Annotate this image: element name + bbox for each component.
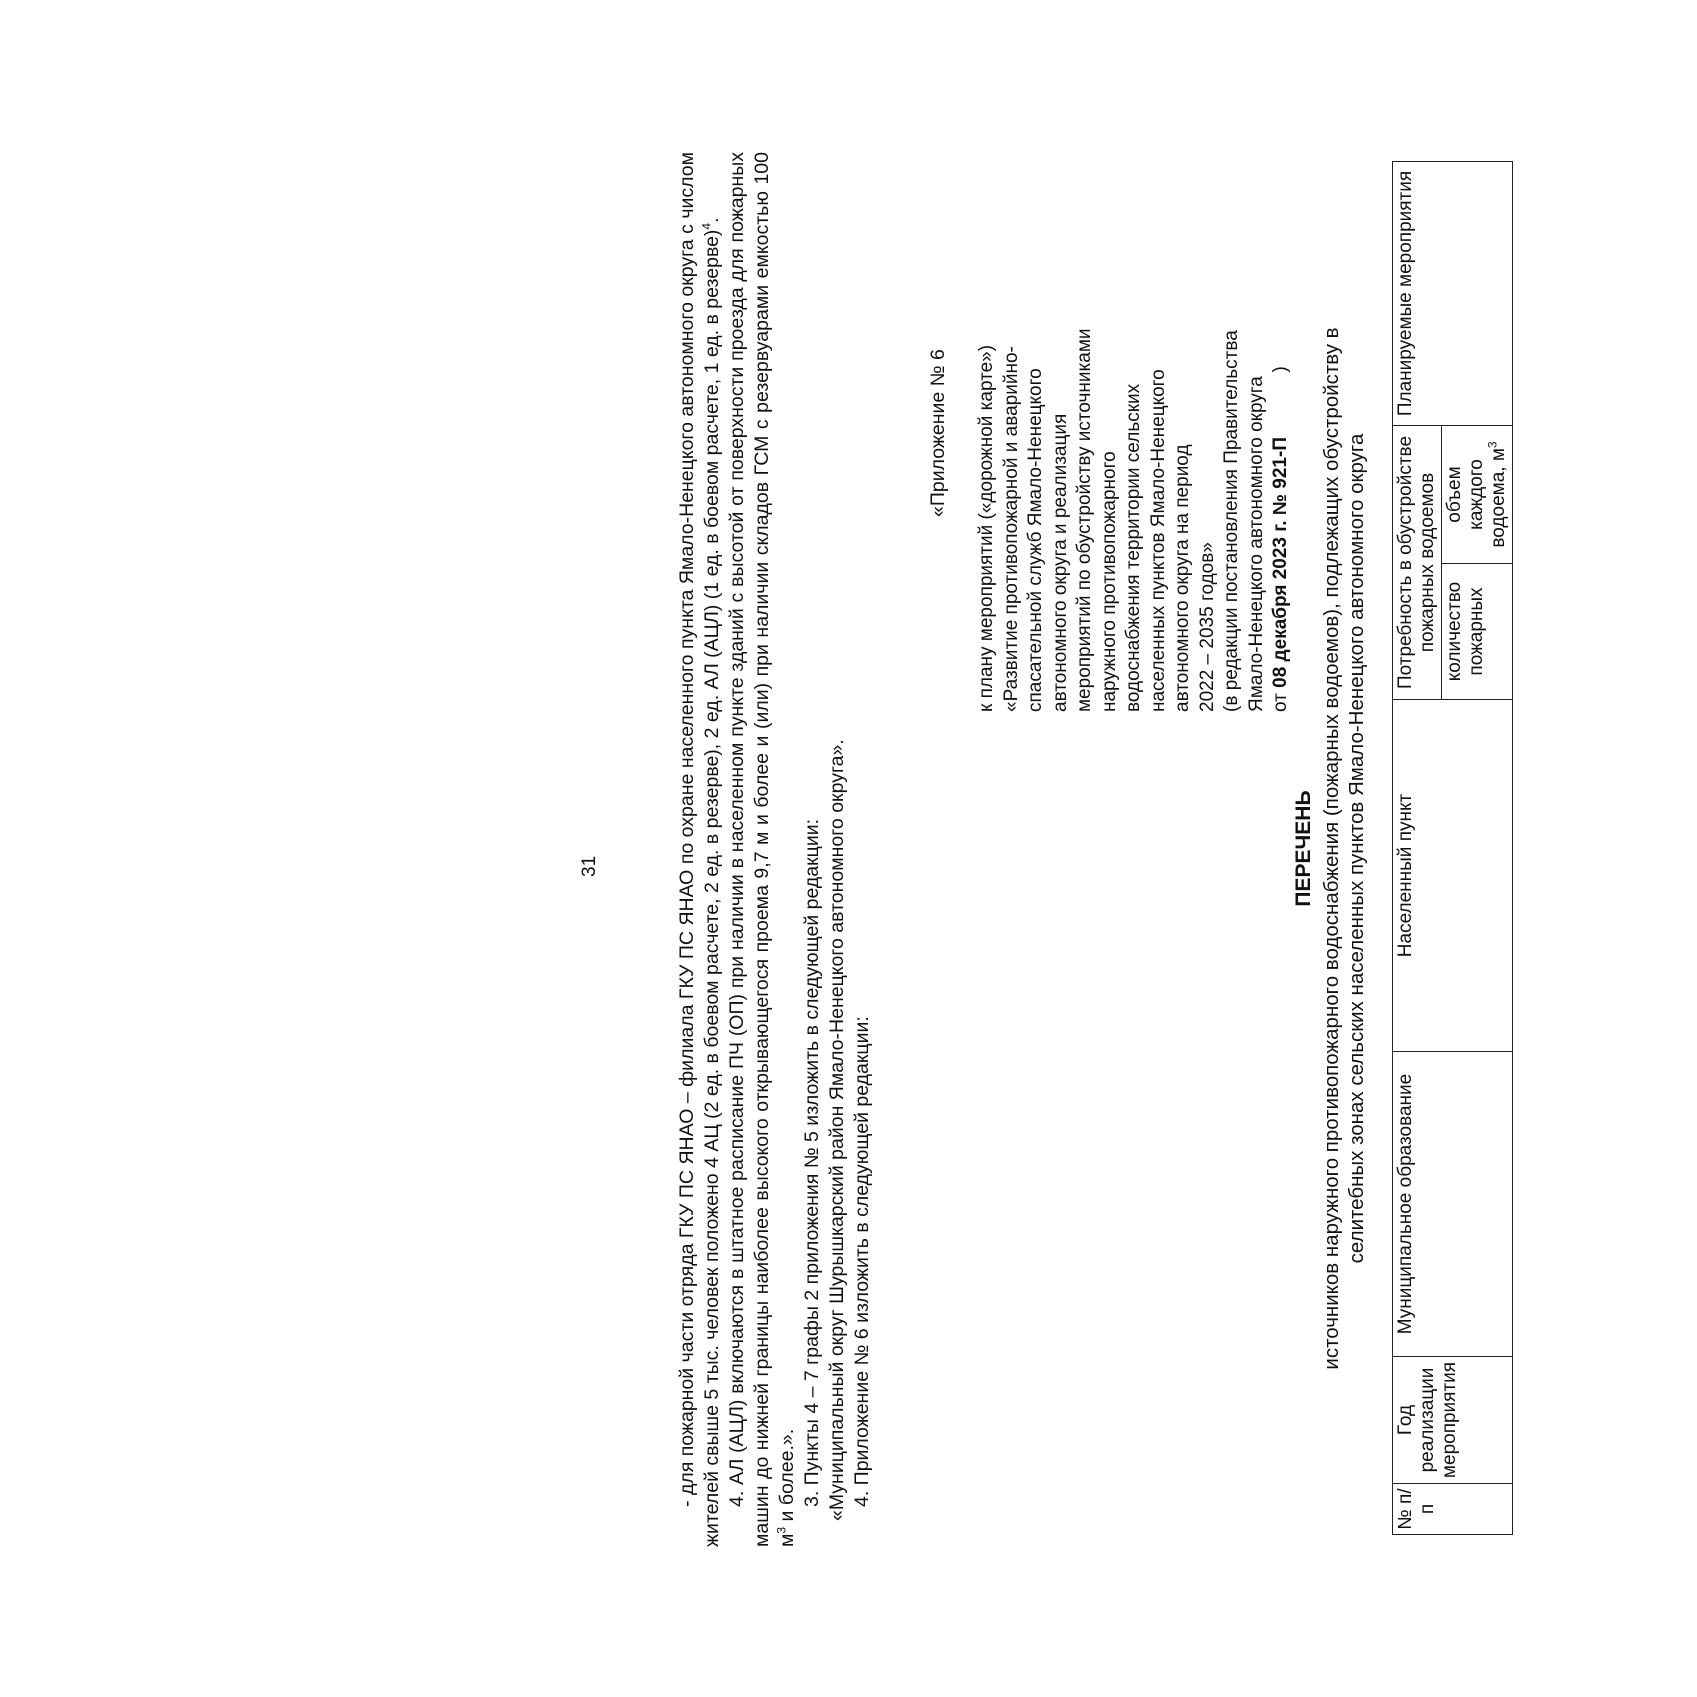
header-municipality: Муниципальное образование: [1393, 1052, 1513, 1357]
plan-line: автономного округа и реализация: [1049, 413, 1071, 712]
paragraph-ladder-text: 4. АЛ (АЦЛ) включаются в штатное расписание ПЧ (ОП) при наличии в населенном пункте зданий с высотой от поверхности проезда для пожарных машин до нижней границы наиболее высокого открывающегося проема 9,7 м и более и (или) при наличии складов ГСМ с резервуарами емкостью 100 м: [726, 152, 798, 1547]
header-need-volume: [1442, 426, 1513, 564]
header-planned: Планируемые мероприятия: [1393, 162, 1513, 426]
plan-reference-block: [975, 312, 1294, 712]
header-num: № п/п: [1393, 1484, 1513, 1535]
list-subtitle-line: селитебных зонах сельских населенных пунктов Ямало-Ненецкого автономного округа: [1345, 433, 1368, 1264]
paragraph-item-4: 4. Приложение № 6 изложить в следующей редакции:: [851, 1016, 873, 1507]
plan-line: наружного противопожарного: [1098, 451, 1120, 712]
plan-line: автономного округа на период: [1172, 444, 1193, 712]
plan-line: спасательной служб Ямало-Ненецкого: [1025, 368, 1046, 712]
header-need: Потребность в обустройстве пожарных водоемов: [1393, 426, 1442, 700]
paragraph-fire-unit: - для пожарной части отряда ГКУ ПС ЯНАО – филиала ГКУ ПС ЯНАО по охране населенного пункта Ямало-Ненецкого автономного округа с числом жителей свыше 5 тыс. человек положено 4 АЦ (2 ед. в боевом расчете, 2 ед. в резерве), 2 ед. АЛ (АЦЛ) (1 ед. в боевом расчете, 1 ед. в резерве)$^4$.: [676, 152, 723, 1547]
appendix-title: «Приложение № 6: [927, 349, 949, 517]
rotated-page: [497, 0, 1697, 1697]
plan-line: водоснабжения территории сельских: [1123, 383, 1144, 712]
unit-superscript: 3: [774, 1526, 789, 1534]
paragraph-fire-unit-text: - для пожарной части отряда ГКУ ПС ЯНАО – филиала ГКУ ПС ЯНАО по охране населенного пункта Ямало-Ненецкого автономного округа с числом жителей свыше 5 тыс. человек положено 4 АЦ (2 ед. в боевом расчете, 2 ед. в резерве), 2 ед. АЛ (АЦЛ) (1 ед. в боевом расчете, 1 ед. в резерве): [676, 152, 723, 1547]
page-number: 31: [579, 855, 600, 877]
header-year: Год реализации мероприятия: [1393, 1357, 1513, 1484]
plan-line: 2022 – 2035 годов»: [1196, 542, 1218, 712]
plan-number: № 921-П: [1270, 437, 1291, 516]
paragraph-district: «Муниципальный округ Шурышкарский район Ямало-Ненецкого автономного округа».: [826, 739, 848, 1521]
list-table: [1392, 161, 1513, 1535]
footnote-mark: 4: [699, 222, 714, 230]
list-title: ПЕРЕЧЕНЬ: [1292, 790, 1315, 907]
plan-date: 08 декабря 2023 г.: [1270, 520, 1291, 688]
plan-date-line: [1269, 312, 1294, 712]
paragraph-item-3: 3. Пункты 4 – 7 графы 2 приложения № 5 изложить в следующей редакции:: [801, 818, 823, 1507]
plan-line: населенных пунктов Ямало-Ненецкого: [1147, 369, 1169, 712]
plan-line: Ямало-Ненецкого автономного округа: [1245, 376, 1267, 712]
paragraph-ladder: [725, 152, 800, 1547]
header-need-volume-text: объем каждого водоема, м: [1444, 448, 1509, 548]
header-need-count: количество пожарных: [1442, 564, 1513, 700]
plan-line: к плану мероприятий («дорожной карте»): [976, 344, 997, 712]
plan-line: (в редакции постановления Правительства: [1221, 330, 1242, 712]
table-header-row: [1393, 162, 1442, 1535]
paragraph-ladder-tail: и более.».: [776, 1428, 798, 1527]
header-need-volume-sup: 3: [1485, 441, 1500, 449]
plan-closing-paren: ): [1270, 366, 1291, 373]
plan-from-label: от: [1270, 693, 1291, 712]
plan-line: «Развитие противопожарной и аварийно-: [1000, 346, 1022, 712]
list-subtitle-line: источников наружного противопожарного водоснабжения (пожарных водоемов), подлежащих обустройству в: [1320, 327, 1343, 1370]
plan-line: мероприятий по обустройству источниками: [1074, 328, 1095, 712]
header-settlement: Населенный пункт: [1393, 700, 1513, 1052]
list-subtitle: [1319, 260, 1369, 1437]
page-content: [497, 0, 1697, 1697]
body-text: [675, 152, 875, 1547]
